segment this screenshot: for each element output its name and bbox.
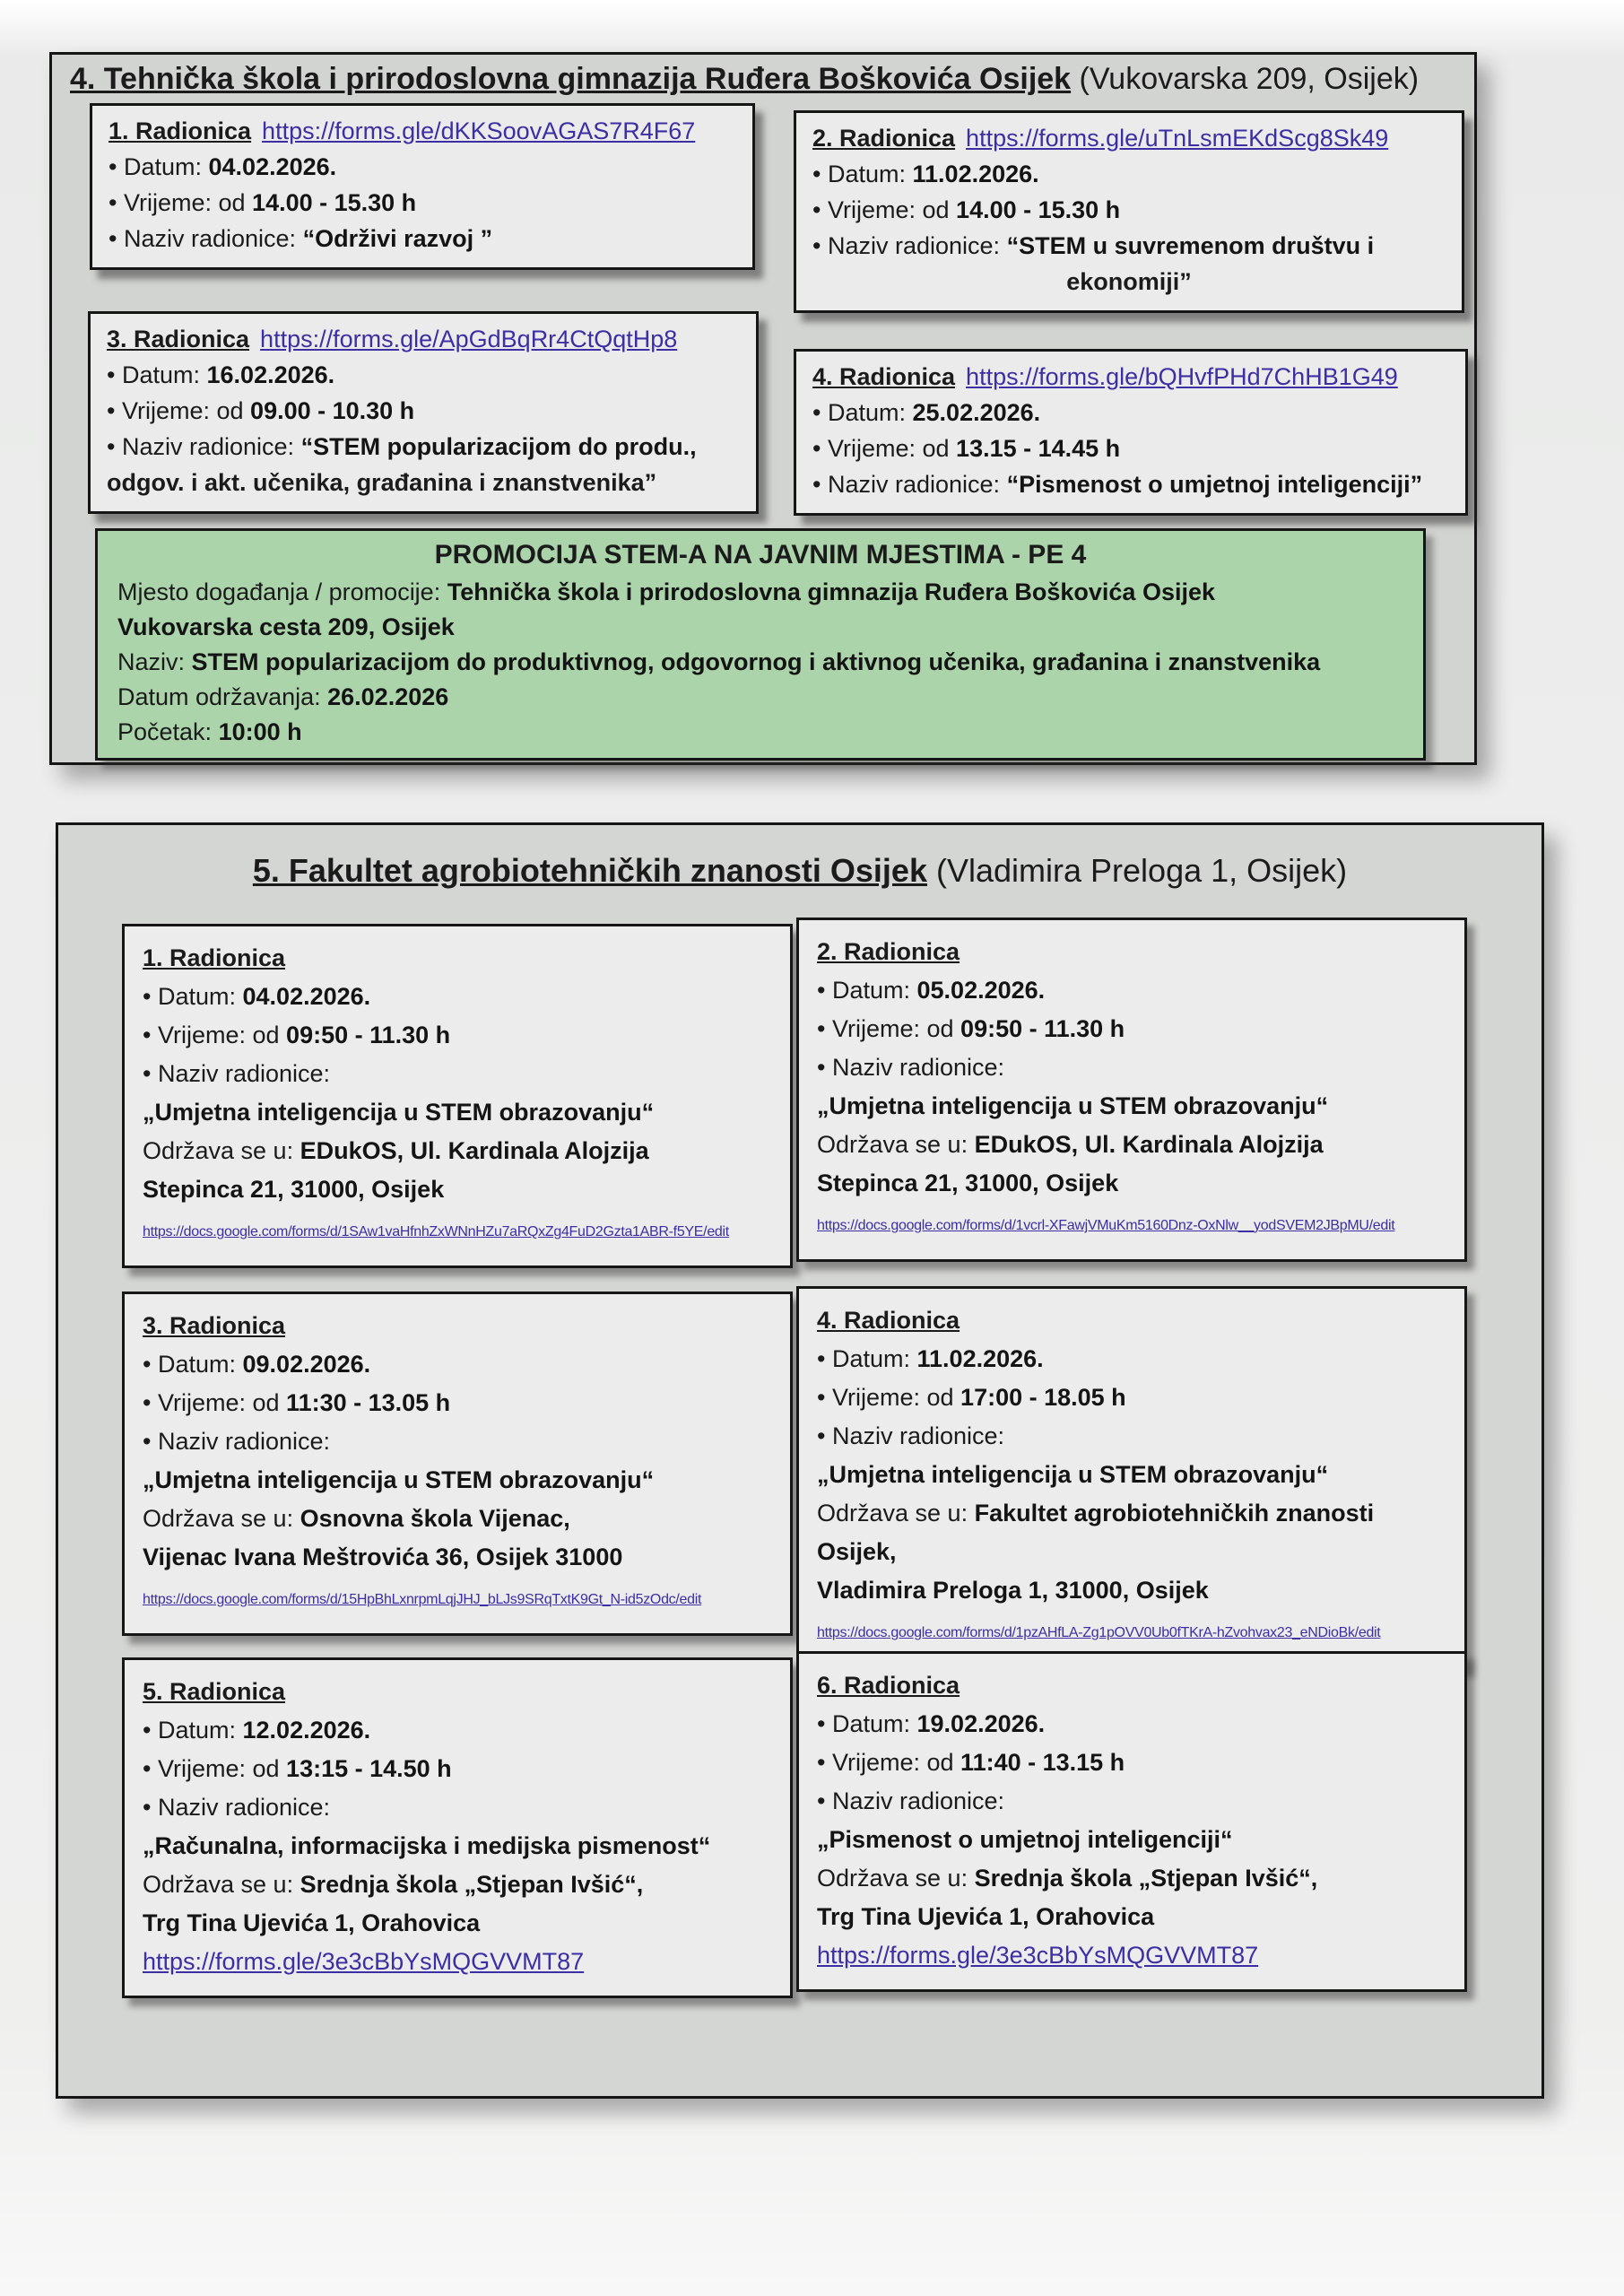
promo-pocetak-line: Početak: 10:00 h [117, 718, 302, 745]
bullet-icon: • [143, 1428, 152, 1455]
datum-line: • Datum: 12.02.2026. [143, 1717, 371, 1744]
vrijeme-line: • Vrijeme: od 09.00 - 10.30 h [107, 397, 415, 424]
vrijeme-line: • Vrijeme: od 13:15 - 14.50 h [143, 1755, 452, 1782]
naziv-label-line: • Naziv radionice: [143, 1428, 331, 1455]
mjesto-line: Održava se u: EDukOS, Ul. Kardinala Alojzija [817, 1131, 1324, 1158]
radionica-header [817, 1301, 1446, 1340]
naziv-line: „Umjetna inteligencija u STEM obrazovanju“ [817, 1092, 1329, 1119]
radionica-header [109, 113, 736, 149]
datum-line: • Datum: 16.02.2026. [107, 361, 335, 388]
radionica-header [817, 1666, 1446, 1705]
naziv-line: „Računalna, informacijska i medijska pismenost“ [143, 1832, 711, 1859]
bullet-icon: • [143, 1060, 152, 1087]
mjesto-line-2: Stepinca 21, 31000, Osijek [143, 1176, 445, 1203]
bullet-icon: • [817, 1054, 826, 1081]
datum-line: • Datum: 09.02.2026. [143, 1351, 371, 1378]
radionica-label: 2. Radionica [817, 938, 960, 965]
mjesto-line: Održava se u: Osnovna škola Vijenac, [143, 1505, 570, 1532]
promo-box [95, 528, 1426, 761]
bullet-icon: • [812, 399, 821, 426]
naziv-line: „Umjetna inteligencija u STEM obrazovanju“ [143, 1466, 655, 1493]
bullet-icon: • [817, 1345, 826, 1372]
radionica-label: 6. Radionica [817, 1672, 960, 1699]
bullet-icon: • [143, 1794, 152, 1821]
radionica-card-4-1 [90, 103, 755, 270]
vrijeme-line: • Vrijeme: od 11:30 - 13.05 h [143, 1389, 451, 1416]
bullet-icon: • [812, 196, 821, 223]
vrijeme-line: • Vrijeme: od 14.00 - 15.30 h [109, 189, 417, 216]
form-link-line [143, 1577, 772, 1619]
radionica-card-5-5 [122, 1657, 793, 1998]
radionica-card-5-1 [122, 924, 793, 1268]
radionica-label: 3. Radionica [107, 326, 250, 352]
bullet-icon: • [143, 1351, 152, 1378]
naziv-label-line: • Naziv radionice: [817, 1787, 1005, 1814]
form-link[interactable]: https://forms.gle/uTnLsmEKdScg8Sk49 [966, 125, 1389, 152]
naziv-line: „Umjetna inteligencija u STEM obrazovanju“ [143, 1099, 655, 1126]
bullet-icon: • [143, 1022, 152, 1048]
bullet-icon: • [817, 1015, 826, 1042]
promo-mjesto-line: Mjesto događanja / promocije: Tehnička škola i prirodoslovna gimnazija Ruđera Boškovića Osijek [117, 578, 1216, 605]
radionica-card-4-4 [794, 349, 1468, 516]
bullet-icon: • [812, 161, 821, 187]
vrijeme-line: • Vrijeme: od 14.00 - 15.30 h [812, 196, 1121, 223]
section-5-panel [56, 822, 1544, 2099]
naziv-label-line: • Naziv radionice: [143, 1794, 331, 1821]
form-link[interactable]: https://forms.gle/dKKSoovAGAS7R4F67 [262, 117, 696, 144]
naziv-line: „Pismenost o umjetnoj inteligenciji“ [817, 1826, 1233, 1853]
datum-line: • Datum: 04.02.2026. [109, 153, 337, 180]
vrijeme-line: • Vrijeme: od 13.15 - 14.45 h [812, 435, 1121, 462]
datum-line: • Datum: 04.02.2026. [143, 983, 371, 1010]
form-link-line [817, 1610, 1446, 1652]
mjesto-line: Održava se u: EDukOS, Ul. Kardinala Alojzija [143, 1137, 649, 1164]
form-link[interactable]: https://forms.gle/3e3cBbYsMQGVVMT87 [143, 1948, 585, 1975]
radionica-header [143, 1307, 772, 1345]
radionica-label: 5. Radionica [143, 1678, 286, 1705]
radionica-card-4-3 [88, 311, 759, 514]
bullet-icon: • [817, 1384, 826, 1411]
radionica-label: 2. Radionica [812, 125, 956, 152]
mjesto-line-2: Vladimira Preloga 1, 31000, Osijek [817, 1577, 1209, 1604]
bullet-icon: • [817, 1749, 826, 1776]
radionica-header [812, 120, 1446, 156]
mjesto-line-2: Trg Tina Ujevića 1, Orahovica [143, 1909, 481, 1936]
form-link[interactable]: https://forms.gle/3e3cBbYsMQGVVMT87 [817, 1942, 1259, 1969]
datum-line: • Datum: 19.02.2026. [817, 1710, 1046, 1737]
radionica-label: 4. Radionica [817, 1307, 960, 1334]
form-link[interactable]: https://docs.google.com/forms/d/1pzAHfLA-Zg1pOVV0Ub0fTKrA-hZvohvax23_eNDioBk/edit [817, 1625, 1381, 1640]
bullet-icon: • [812, 471, 821, 498]
mjesto-line: Održava se u: Fakultet agrobiotehničkih znanosti Osijek, [817, 1500, 1375, 1565]
naziv-line: • Naziv radionice: “STEM u suvremenom društvu i [812, 232, 1375, 259]
mjesto-line-2: Stepinca 21, 31000, Osijek [817, 1170, 1119, 1196]
vrijeme-line: • Vrijeme: od 09:50 - 11.30 h [817, 1015, 1125, 1042]
form-link-line [817, 1203, 1446, 1245]
radionica-card-5-3 [122, 1292, 793, 1636]
form-link[interactable]: https://docs.google.com/forms/d/15HpBhLxnrpmLqjJHJ_bLJs9SRqTxtK9Gt_N-id5zOdc/edit [143, 1592, 702, 1607]
form-link-line [817, 1936, 1446, 1975]
bullet-icon: • [143, 1717, 152, 1744]
radionica-header [107, 321, 740, 357]
radionica-label: 4. Radionica [812, 363, 956, 390]
promo-title: PROMOCIJA STEM-A NA JAVNIM MJESTIMA - PE 4 [434, 540, 1087, 570]
form-link-line [143, 1943, 772, 1981]
bullet-icon: • [812, 232, 821, 259]
bullet-icon: • [107, 361, 116, 388]
bullet-icon: • [817, 1422, 826, 1449]
form-link[interactable]: https://docs.google.com/forms/d/1SAw1vaHfnhZxWNnHZu7aRQxZg4FuD2Gzta1ABR-f5YE/edit [143, 1224, 729, 1239]
radionica-label: 1. Radionica [143, 944, 286, 971]
radionica-card-4-2 [794, 110, 1464, 313]
form-link[interactable]: https://docs.google.com/forms/d/1vcrl-XFawjVMuKm5160Dnz-OxNlw__yodSVEM2JBpMU/edit [817, 1218, 1395, 1233]
radionica-card-5-2 [796, 918, 1467, 1262]
bullet-icon: • [817, 1787, 826, 1814]
radionica-header [143, 939, 772, 978]
vrijeme-line: • Vrijeme: od 09:50 - 11.30 h [143, 1022, 451, 1048]
promo-datum-line: Datum održavanja: 26.02.2026 [117, 683, 449, 710]
section-4-title-name: 4. Tehnička škola i prirodoslovna gimnazija Ruđera Boškovića Osijek [70, 62, 1072, 96]
bullet-icon: • [143, 1389, 152, 1416]
vrijeme-line: • Vrijeme: od 11:40 - 13.15 h [817, 1749, 1125, 1776]
form-link[interactable]: https://forms.gle/bQHvfPHd7ChHB1G49 [966, 363, 1398, 390]
bullet-icon: • [107, 433, 116, 460]
naziv-line: • Naziv radionice: “Održivi razvoj ” [109, 225, 493, 252]
datum-line: • Datum: 11.02.2026. [817, 1345, 1044, 1372]
vrijeme-line: • Vrijeme: od 17:00 - 18.05 h [817, 1384, 1126, 1411]
datum-line: • Datum: 11.02.2026. [812, 161, 1039, 187]
datum-line: • Datum: 05.02.2026. [817, 977, 1046, 1004]
section-4-title [70, 62, 1419, 97]
naziv-line: „Umjetna inteligencija u STEM obrazovanju“ [817, 1461, 1329, 1488]
naziv-line-2: ekonomiji” [1066, 268, 1192, 295]
naziv-line: • Naziv radionice: “STEM popularizacijom do produ., [107, 433, 697, 460]
radionica-label: 1. Radionica [109, 117, 252, 144]
bullet-icon: • [143, 1755, 152, 1782]
datum-line: • Datum: 25.02.2026. [812, 399, 1041, 426]
bullet-icon: • [107, 397, 116, 424]
naziv-label-line: • Naziv radionice: [817, 1054, 1005, 1081]
section-5-title-address: (Vladimira Preloga 1, Osijek) [926, 852, 1348, 889]
bullet-icon: • [812, 435, 821, 462]
bullet-icon: • [109, 189, 117, 216]
bullet-icon: • [817, 977, 826, 1004]
naziv-line: • Naziv radionice: “Pismenost o umjetnoj inteligenciji” [812, 471, 1423, 498]
mjesto-line: Održava se u: Srednja škola „Stjepan Ivšić“, [817, 1865, 1318, 1892]
form-link-line [143, 1209, 772, 1251]
promo-naziv-line: Naziv: STEM popularizacijom do produktivnog, odgovornog i aktivnog učenika, građanina i znanstvenika [117, 648, 1321, 675]
mjesto-line-2: Trg Tina Ujevića 1, Orahovica [817, 1903, 1155, 1930]
radionica-header [143, 1673, 772, 1711]
mjesto-line: Održava se u: Srednja škola „Stjepan Ivšić“, [143, 1871, 644, 1898]
promo-mjesto-line-2: Vukovarska cesta 209, Osijek [117, 613, 455, 640]
radionica-header [817, 933, 1446, 971]
bullet-icon: • [109, 225, 117, 252]
section-5-title-name: 5. Fakultet agrobiotehničkih znanosti Osijek [252, 852, 927, 889]
form-link[interactable]: https://forms.gle/ApGdBqRr4CtQqtHp8 [260, 326, 678, 352]
naziv-label-line: • Naziv radionice: [817, 1422, 1005, 1449]
radionica-card-5-4 [796, 1286, 1467, 1669]
bullet-icon: • [817, 1710, 826, 1737]
bullet-icon: • [143, 983, 152, 1010]
radionica-header [812, 359, 1449, 395]
mjesto-line-2: Vijenac Ivana Meštrovića 36, Osijek 31000 [143, 1544, 623, 1570]
section-5-title [58, 852, 1541, 890]
section-4-panel [49, 52, 1477, 765]
radionica-card-5-6 [796, 1651, 1467, 1992]
bullet-icon: • [109, 153, 117, 180]
naziv-line-2: odgov. i akt. učenika, građanina i znanstvenika” [107, 469, 657, 496]
radionica-label: 3. Radionica [143, 1312, 286, 1339]
naziv-label-line: • Naziv radionice: [143, 1060, 331, 1087]
section-4-title-address: (Vukovarska 209, Osijek) [1071, 62, 1420, 96]
